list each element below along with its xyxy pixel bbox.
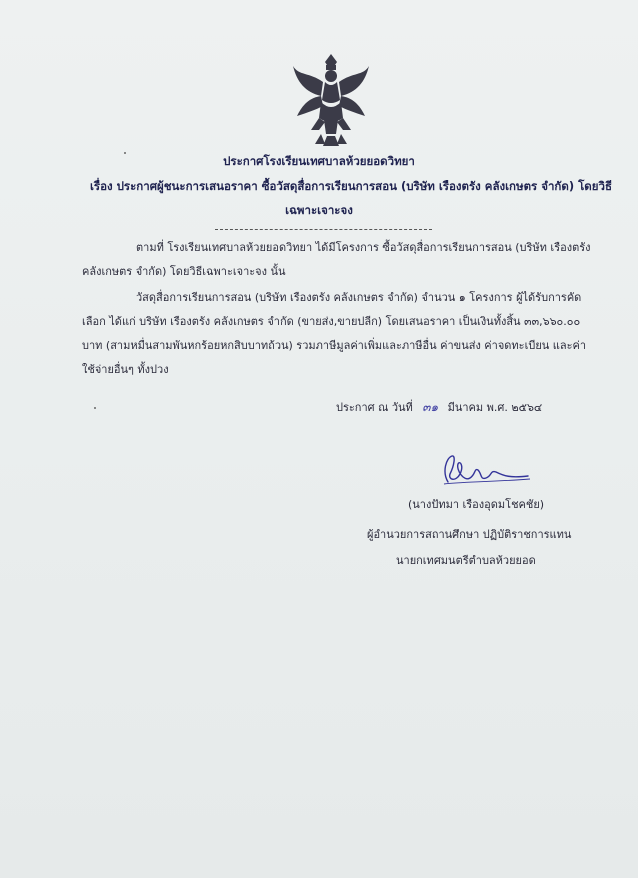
date-prefix: ประกาศ ณ วันที่ [336,401,413,414]
document-heading: ประกาศโรงเรียนเทศบาลห้วยยอดวิทยา [223,154,415,168]
document-subject-line2: เฉพาะเจาะจง [285,203,353,217]
signer-name: (นางปัทมา เรืองอุดมโชคชัย) [408,498,545,511]
date-day-handwritten: ๓๑ [422,400,439,414]
body-paragraph-2: วัสดุสื่อการเรียนการสอน (บริษัท เรืองตรัง คลังเกษตร จำกัด) จำนวน ๑ โครงการ ผู้ได้รับการคัดเลือก ได้แก่ บริษัท เรืองตรัง คลังเกษตร จำกัด (ขายส่ง,ขายปลีก) โดยเสนอราคา เป็นเงินทั้งสิ้น ๓๓,๖๖๐.๐๐ บาท (สามหมื่นสามพันหกร้อยหกสิบบาทถ้วน) รวมภาษีมูลค่าเพิ่มและภาษีอื่น ค่าขนส่ง ค่าจดทะเบียน และค่าใช้จ่ายอื่นๆ ทั้งปวง [82,291,587,376]
document-subject-line1: เรื่อง ประกาศผู้ชนะการเสนอราคา ซื้อวัสดุสื่อการเรียนการสอน (บริษัท เรืองตรัง คลังเกษตร จำกัด) โดยวิธี [90,179,612,193]
paper-speck [94,407,96,409]
announcement-date [336,398,542,417]
handwritten-signature [430,452,540,492]
date-suffix: มีนาคม พ.ศ. ๒๕๖๔ [447,401,543,414]
signer-title-2: นายกเทศมนตรีตำบลห้วยยอด [396,554,536,567]
garuda-emblem-icon [291,52,371,148]
body-paragraph-1: ตามที่ โรงเรียนเทศบาลห้วยยอดวิทยา ได้มีโครงการ ซื้อวัสดุสื่อการเรียนการสอน (บริษัท เรืองตรัง คลังเกษตร จำกัด) โดยวิธีเฉพาะเจาะจง นั้น [82,241,591,278]
paper-speck [124,152,126,154]
separator-rule [215,229,432,230]
signer-title-1: ผู้อำนวยการสถานศึกษา ปฏิบัติราชการแทน [367,528,572,541]
